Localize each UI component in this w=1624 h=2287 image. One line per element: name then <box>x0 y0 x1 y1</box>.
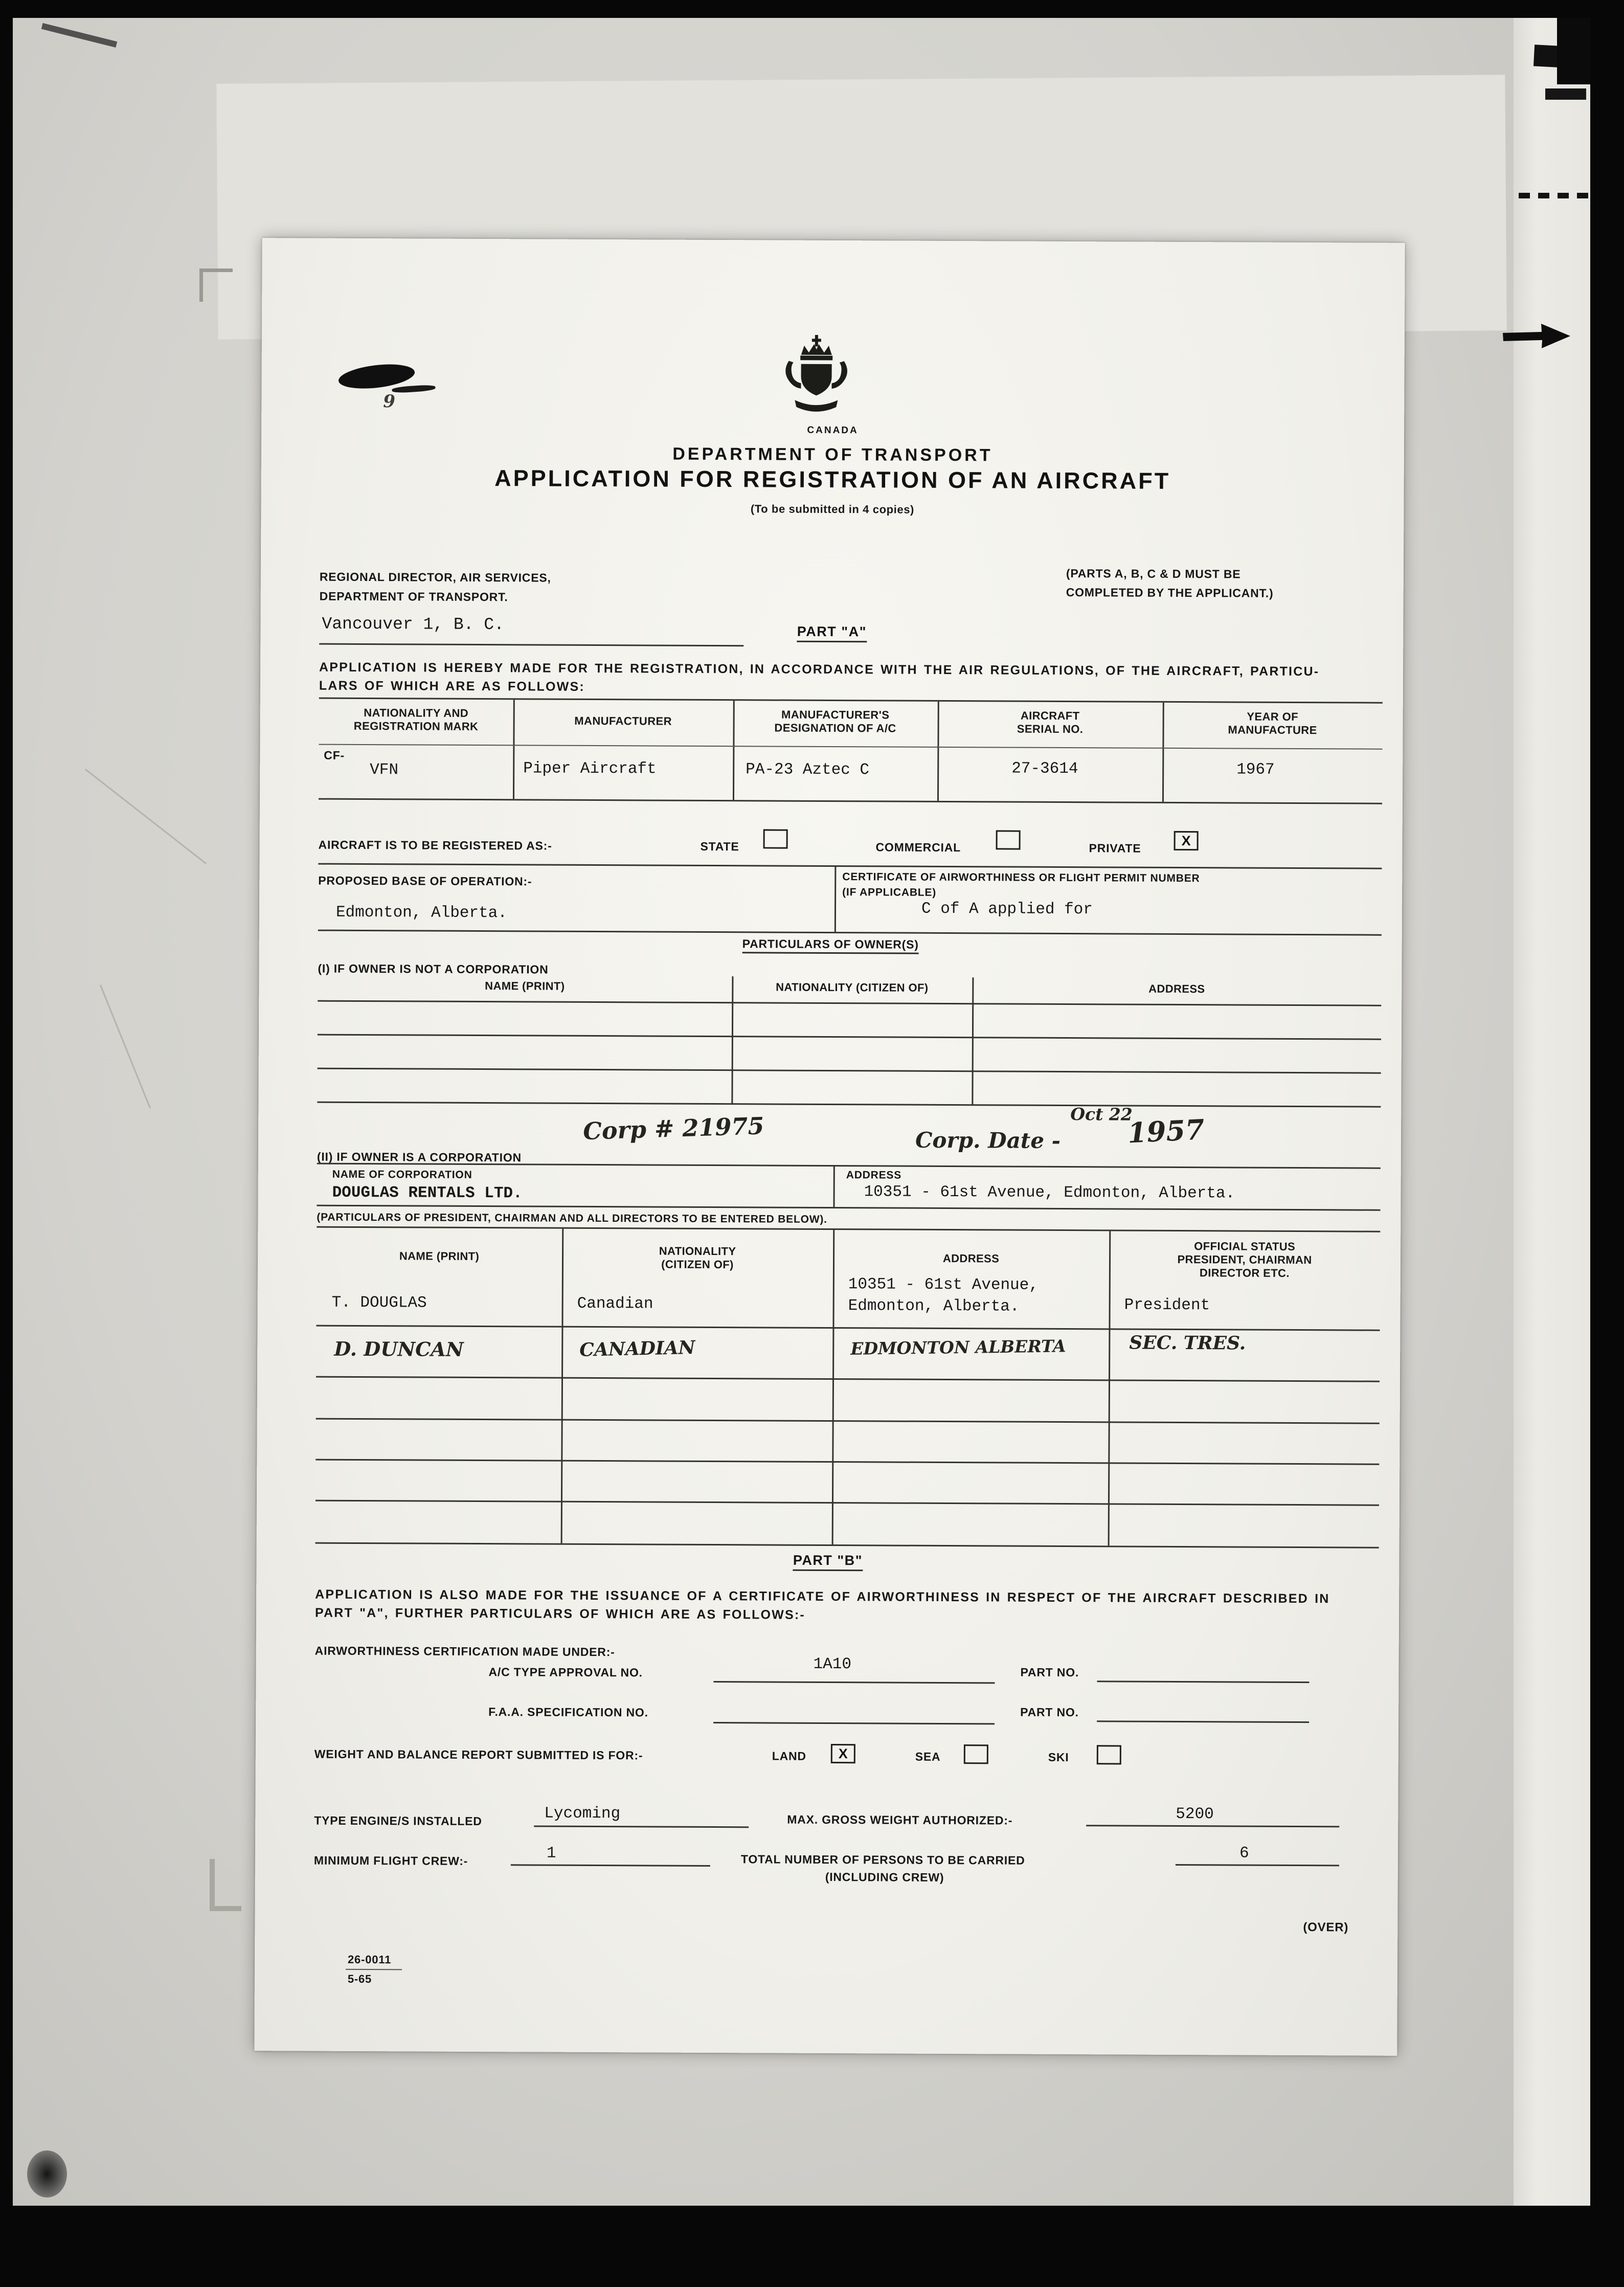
engines-underline <box>534 1825 749 1828</box>
corp-address-label: ADDRESS <box>846 1169 902 1181</box>
director-address-handwritten: EDMONTON ALBERTA <box>850 1336 1066 1359</box>
type-approval-underline <box>713 1681 995 1684</box>
faa-spec-underline <box>713 1722 995 1724</box>
part-a-intro-line2: LARS OF WHICH ARE AS FOLLOWS: <box>319 678 585 694</box>
corp-address-value: 10351 - 61st Avenue, Edmonton, Alberta. <box>864 1183 1235 1203</box>
faa-spec-part-underline <box>1097 1720 1309 1723</box>
type-approval-label: A/C TYPE APPROVAL NO. <box>488 1665 643 1679</box>
cofa-value: C of A applied for <box>921 900 1093 919</box>
addressee-line1: REGIONAL DIRECTOR, AIR SERVICES, <box>319 570 551 585</box>
arrow-mark-icon <box>1502 321 1573 352</box>
section-rule <box>318 930 1382 936</box>
engines-label: TYPE ENGINE/S INSTALLED <box>314 1813 482 1828</box>
form-revision: 5-65 <box>347 1972 372 1986</box>
applicant-note-line2: COMPLETED BY THE APPLICANT.) <box>1066 586 1274 600</box>
form-number: 26-0011 <box>348 1953 392 1966</box>
corner-mark-L <box>210 1859 241 1911</box>
scan-background <box>13 18 1577 2206</box>
director-address-line1: 10351 - 61st Avenue, <box>848 1275 1039 1294</box>
state-checkbox <box>763 829 788 848</box>
option-state-label: STATE <box>700 839 739 854</box>
sea-checkbox <box>964 1744 988 1764</box>
director-status-value: President <box>1124 1296 1210 1315</box>
applicant-note-line1: (PARTS A, B, C & D MUST BE <box>1066 567 1241 581</box>
section-divider <box>834 865 837 932</box>
owner-row-rule <box>318 1034 1381 1040</box>
part-a-intro-line1: APPLICATION IS HEREBY MADE FOR THE REGISTRATION, IN ACCORDANCE WITH THE AIR REGULATIONS, OF THE AIRCRAFT, PARTICU- <box>319 660 1320 679</box>
directors-col-header: ADDRESS <box>942 1251 1000 1265</box>
section-rule <box>318 863 1382 869</box>
type-approval-part-underline <box>1097 1680 1309 1683</box>
owner-row-rule <box>317 1102 1381 1108</box>
director-name-handwritten: D. DUNCAN <box>334 1337 464 1361</box>
corp-number-handwritten: Corp # 21975 <box>582 1112 765 1146</box>
cofa-label-line1: CERTIFICATE OF AIRWORTHINESS OR FLIGHT PERMIT NUMBER <box>842 871 1200 885</box>
ink-smudge-tail <box>392 385 436 394</box>
form-number-underline <box>346 1969 402 1970</box>
directors-col-header: OFFICIAL STATUS PRESIDENT, CHAIRMAN DIRECTOR ETC. <box>1177 1240 1312 1280</box>
corp-name-value: DOUGLAS RENTALS LTD. <box>332 1183 523 1203</box>
base-of-operation-label: PROPOSED BASE OF OPERATION:- <box>318 873 532 888</box>
serial-no-value: 27-3614 <box>1011 759 1078 778</box>
directors-row-rule <box>316 1376 1380 1382</box>
canada-coat-of-arms-icon <box>778 335 855 421</box>
directors-row-rule <box>316 1325 1380 1331</box>
max-weight-value: 5200 <box>1176 1805 1214 1824</box>
section-rule <box>317 1163 1381 1169</box>
directors-table <box>315 1226 1381 1549</box>
department-title: DEPARTMENT OF TRANSPORT <box>672 444 993 465</box>
commercial-checkbox <box>996 830 1021 849</box>
aircraft-col-header: MANUFACTURER <box>574 714 672 728</box>
part-b-intro-line1: APPLICATION IS ALSO MADE FOR THE ISSUANCE OF A CERTIFICATE OF AIRWORTHINESS IN RESPECT OF THE AIRCRAFT DESCRIBED IN <box>315 1587 1330 1606</box>
option-ski-label: SKI <box>1048 1750 1069 1764</box>
section-divider <box>833 1165 834 1207</box>
corp-date-handwritten: Corp. Date - <box>915 1127 1061 1153</box>
persons-label-line2: (INCLUDING CREW) <box>825 1870 944 1884</box>
owner-row-rule <box>318 1068 1381 1074</box>
corp-year-handwritten: 1957 <box>1126 1113 1205 1150</box>
addressee-line2: DEPARTMENT OF TRANSPORT. <box>319 589 508 604</box>
option-sea-label: SEA <box>915 1750 941 1763</box>
handwritten-figure: 9 <box>383 391 396 412</box>
cofa-label-line2: (IF APPLICABLE) <box>842 886 937 899</box>
pencil-scribble-1 <box>85 769 207 864</box>
option-land-label: LAND <box>772 1749 806 1763</box>
registered-as-label: AIRCRAFT IS TO BE REGISTERED AS:- <box>318 838 552 853</box>
corp-date-detail-handwritten: Oct 22 <box>1070 1104 1133 1125</box>
directors-row-rule <box>315 1459 1379 1465</box>
director-status-handwritten: SEC. TRES. <box>1129 1332 1246 1354</box>
manufacturer-value: Piper Aircraft <box>523 759 657 778</box>
option-commercial-label: COMMERCIAL <box>875 840 961 855</box>
aircraft-table-header-rule <box>319 744 1382 750</box>
directors-col-header: NATIONALITY (CITIZEN OF) <box>659 1244 736 1271</box>
director-nationality-handwritten: CANADIAN <box>579 1336 696 1361</box>
ski-checkbox <box>1097 1745 1121 1764</box>
corporate-owner-heading: (II) IF OWNER IS A CORPORATION <box>317 1150 522 1164</box>
faa-spec-part-label: PART NO. <box>1020 1705 1079 1719</box>
application-form-paper <box>254 238 1405 2056</box>
addressee-location: Vancouver 1, B. C. <box>322 614 504 635</box>
part-b-heading: PART "B" <box>256 1551 1399 1570</box>
registration-dash-marks <box>1519 193 1590 198</box>
min-crew-underline <box>511 1864 710 1867</box>
max-weight-label: MAX. GROSS WEIGHT AUTHORIZED:- <box>787 1812 1013 1827</box>
registration-mark-value: VFN <box>370 761 399 779</box>
land-checkbox: X <box>831 1744 855 1763</box>
min-crew-value: 1 <box>546 1844 556 1863</box>
pencil-scribble-2 <box>100 984 151 1108</box>
type-approval-value: 1A10 <box>813 1655 852 1674</box>
part-b-intro-line2: PART "A", FURTHER PARTICULARS OF WHICH ARE AS FOLLOWS:- <box>314 1605 805 1622</box>
top-left-smear <box>41 23 117 48</box>
directors-row-rule <box>315 1500 1379 1506</box>
form-title: APPLICATION FOR REGISTRATION OF AN AIRCRAFT <box>494 465 1171 494</box>
individual-owner-heading: (I) IF OWNER IS NOT A CORPORATION <box>318 961 549 976</box>
country-label: CANADA <box>807 424 859 436</box>
aircraft-col-header: NATIONALITY AND REGISTRATION MARK <box>353 706 479 733</box>
director-nationality-value: Canadian <box>577 1294 653 1313</box>
type-approval-part-label: PART NO. <box>1020 1665 1079 1679</box>
engines-value: Lycoming <box>544 1804 621 1823</box>
part-a-heading: PART "A" <box>260 622 1403 641</box>
directors-row-rule <box>316 1418 1380 1424</box>
corp-name-label: NAME OF CORPORATION <box>332 1168 472 1181</box>
persons-underline <box>1176 1864 1339 1866</box>
max-weight-underline <box>1086 1825 1339 1827</box>
owners-heading: PARTICULARS OF OWNER(S) <box>259 934 1402 954</box>
cert-made-under-label: AIRWORTHINESS CERTIFICATION MADE UNDER:- <box>314 1644 615 1659</box>
owner-table-divider <box>972 977 974 1105</box>
owner-table-divider <box>731 976 733 1104</box>
bottom-left-blotch <box>27 2150 67 2198</box>
designation-value: PA-23 Aztec C <box>746 760 870 779</box>
director-name-value: T. DOUGLAS <box>331 1293 427 1312</box>
registration-prefix: CF- <box>324 748 345 762</box>
directors-col-header: NAME (PRINT) <box>399 1249 480 1263</box>
aircraft-col-header: YEAR OF MANUFACTURE <box>1228 710 1317 737</box>
persons-label-line1: TOTAL NUMBER OF PERSONS TO BE CARRIED <box>740 1852 1025 1867</box>
year-value: 1967 <box>1236 760 1275 779</box>
strip-mark-small <box>1545 88 1586 100</box>
owner-row-rule <box>318 1000 1381 1006</box>
addressee-underline <box>319 643 743 647</box>
corner-bracket-mark <box>199 268 233 302</box>
weight-balance-label: WEIGHT AND BALANCE REPORT SUBMITTED IS FOR:- <box>314 1747 643 1762</box>
director-address-line2: Edmonton, Alberta. <box>848 1297 1020 1316</box>
directors-note: (PARTICULARS OF PRESIDENT, CHAIRMAN AND ALL DIRECTORS TO BE ENTERED BELOW). <box>317 1211 827 1225</box>
owner-col-header: NATIONALITY (CITIZEN OF) <box>776 980 929 994</box>
section-rule <box>317 1205 1380 1211</box>
directors-table-divider <box>561 1229 564 1543</box>
faa-spec-label: F.A.A. SPECIFICATION NO. <box>488 1705 648 1719</box>
aircraft-col-header: AIRCRAFT SERIAL NO. <box>1017 709 1084 736</box>
min-crew-label: MINIMUM FLIGHT CREW:- <box>313 1853 468 1868</box>
private-checkbox: X <box>1174 831 1199 850</box>
copies-note: (To be submitted in 4 copies) <box>750 502 915 516</box>
owner-col-header: ADDRESS <box>1148 982 1205 996</box>
base-of-operation-value: Edmonton, Alberta. <box>335 903 507 923</box>
option-private-label: PRIVATE <box>1089 841 1141 855</box>
persons-value: 6 <box>1239 1844 1249 1863</box>
over-label: (OVER) <box>1303 1920 1349 1935</box>
owner-col-header: NAME (PRINT) <box>485 979 565 993</box>
aircraft-table <box>319 698 1383 804</box>
directors-table-divider <box>832 1230 835 1544</box>
corner-black-top-right <box>1557 18 1590 84</box>
aircraft-col-header: MANUFACTURER'S DESIGNATION OF A/C <box>774 708 896 735</box>
